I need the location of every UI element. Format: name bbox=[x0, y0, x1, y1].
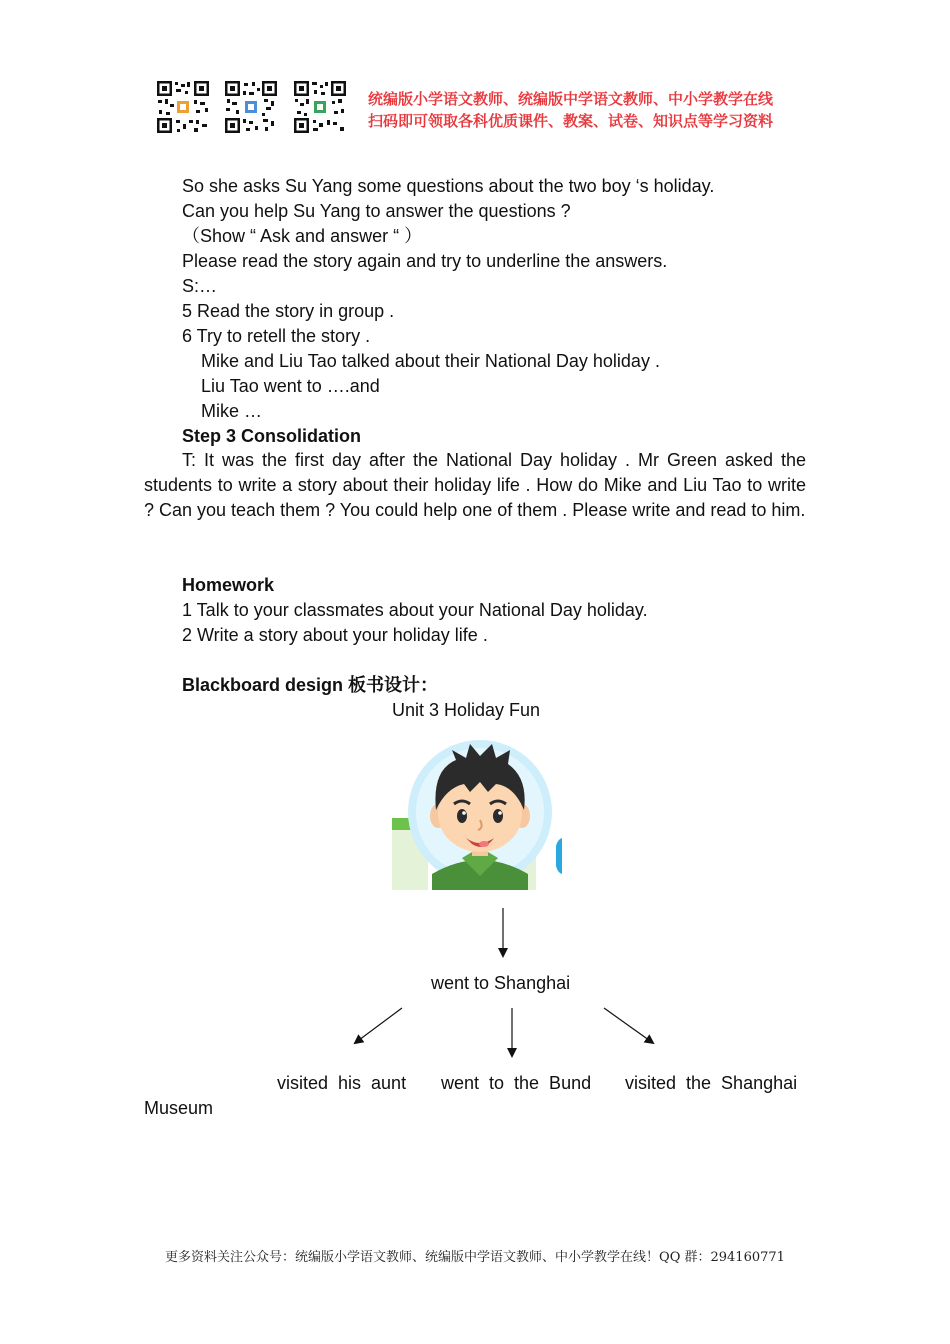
arrow-left-icon bbox=[355, 1008, 402, 1043]
header-promo-line-1: 统编版小学语文教师、统编版中学语文教师、中小学教学在线 bbox=[368, 90, 774, 108]
blackboard-branch-node-continued: Museum bbox=[144, 1098, 214, 1118]
body-line: So she asks Su Yang some questions about the two boy ‘s holiday. bbox=[182, 176, 715, 196]
step3-paragraph: T: It was the first day after the National Day holiday . Mr Green asked the students to write a story about their holiday life . How do Mike and Liu Tao to write ? Can you teach them ? You could help one of them . Please write and read to him. bbox=[144, 450, 806, 520]
body-line: （Show “ Ask and answer “ ） bbox=[182, 226, 423, 246]
blackboard-branch-node: visited the Shanghai bbox=[625, 1073, 798, 1093]
homework-item: 2 Write a story about your holiday life . bbox=[182, 625, 488, 645]
body-line: Liu Tao went to ….and bbox=[201, 376, 380, 396]
blackboard-branch-node: visited his aunt bbox=[277, 1073, 407, 1093]
homework-item: 1 Talk to your classmates about your National Day holiday. bbox=[182, 600, 648, 620]
arrow-right-icon bbox=[604, 1008, 653, 1043]
body-line: Mike and Liu Tao talked about their National Day holiday . bbox=[201, 351, 660, 371]
body-line: Can you help Su Yang to answer the questions ? bbox=[182, 201, 571, 221]
homework-heading: Homework bbox=[182, 575, 275, 595]
blackboard-title: Unit 3 Holiday Fun bbox=[392, 700, 541, 720]
body-line: 5 Read the story in group . bbox=[182, 301, 395, 321]
blackboard-branch-node: went to the Bund bbox=[441, 1073, 592, 1093]
body-line: Mike … bbox=[201, 401, 263, 421]
blackboard-center-node: went to Shanghai bbox=[431, 973, 571, 993]
body-line: 6 Try to retell the story . bbox=[182, 326, 371, 346]
header-promo-line-2: 扫码即可领取各科优质课件、教案、试卷、知识点等学习资料 bbox=[368, 112, 774, 130]
step3-heading: Step 3 Consolidation bbox=[182, 426, 362, 446]
footer-note: 更多资料关注公众号：统编版小学语文教师、统编版中学语文教师、中小学教学在线！QQ 群：294160771 bbox=[165, 1250, 785, 1265]
body-line: S:… bbox=[182, 276, 218, 296]
blackboard-heading: Blackboard design 板书设计： bbox=[182, 675, 439, 695]
body-line: Please read the story again and try to underline the answers. bbox=[182, 251, 668, 271]
